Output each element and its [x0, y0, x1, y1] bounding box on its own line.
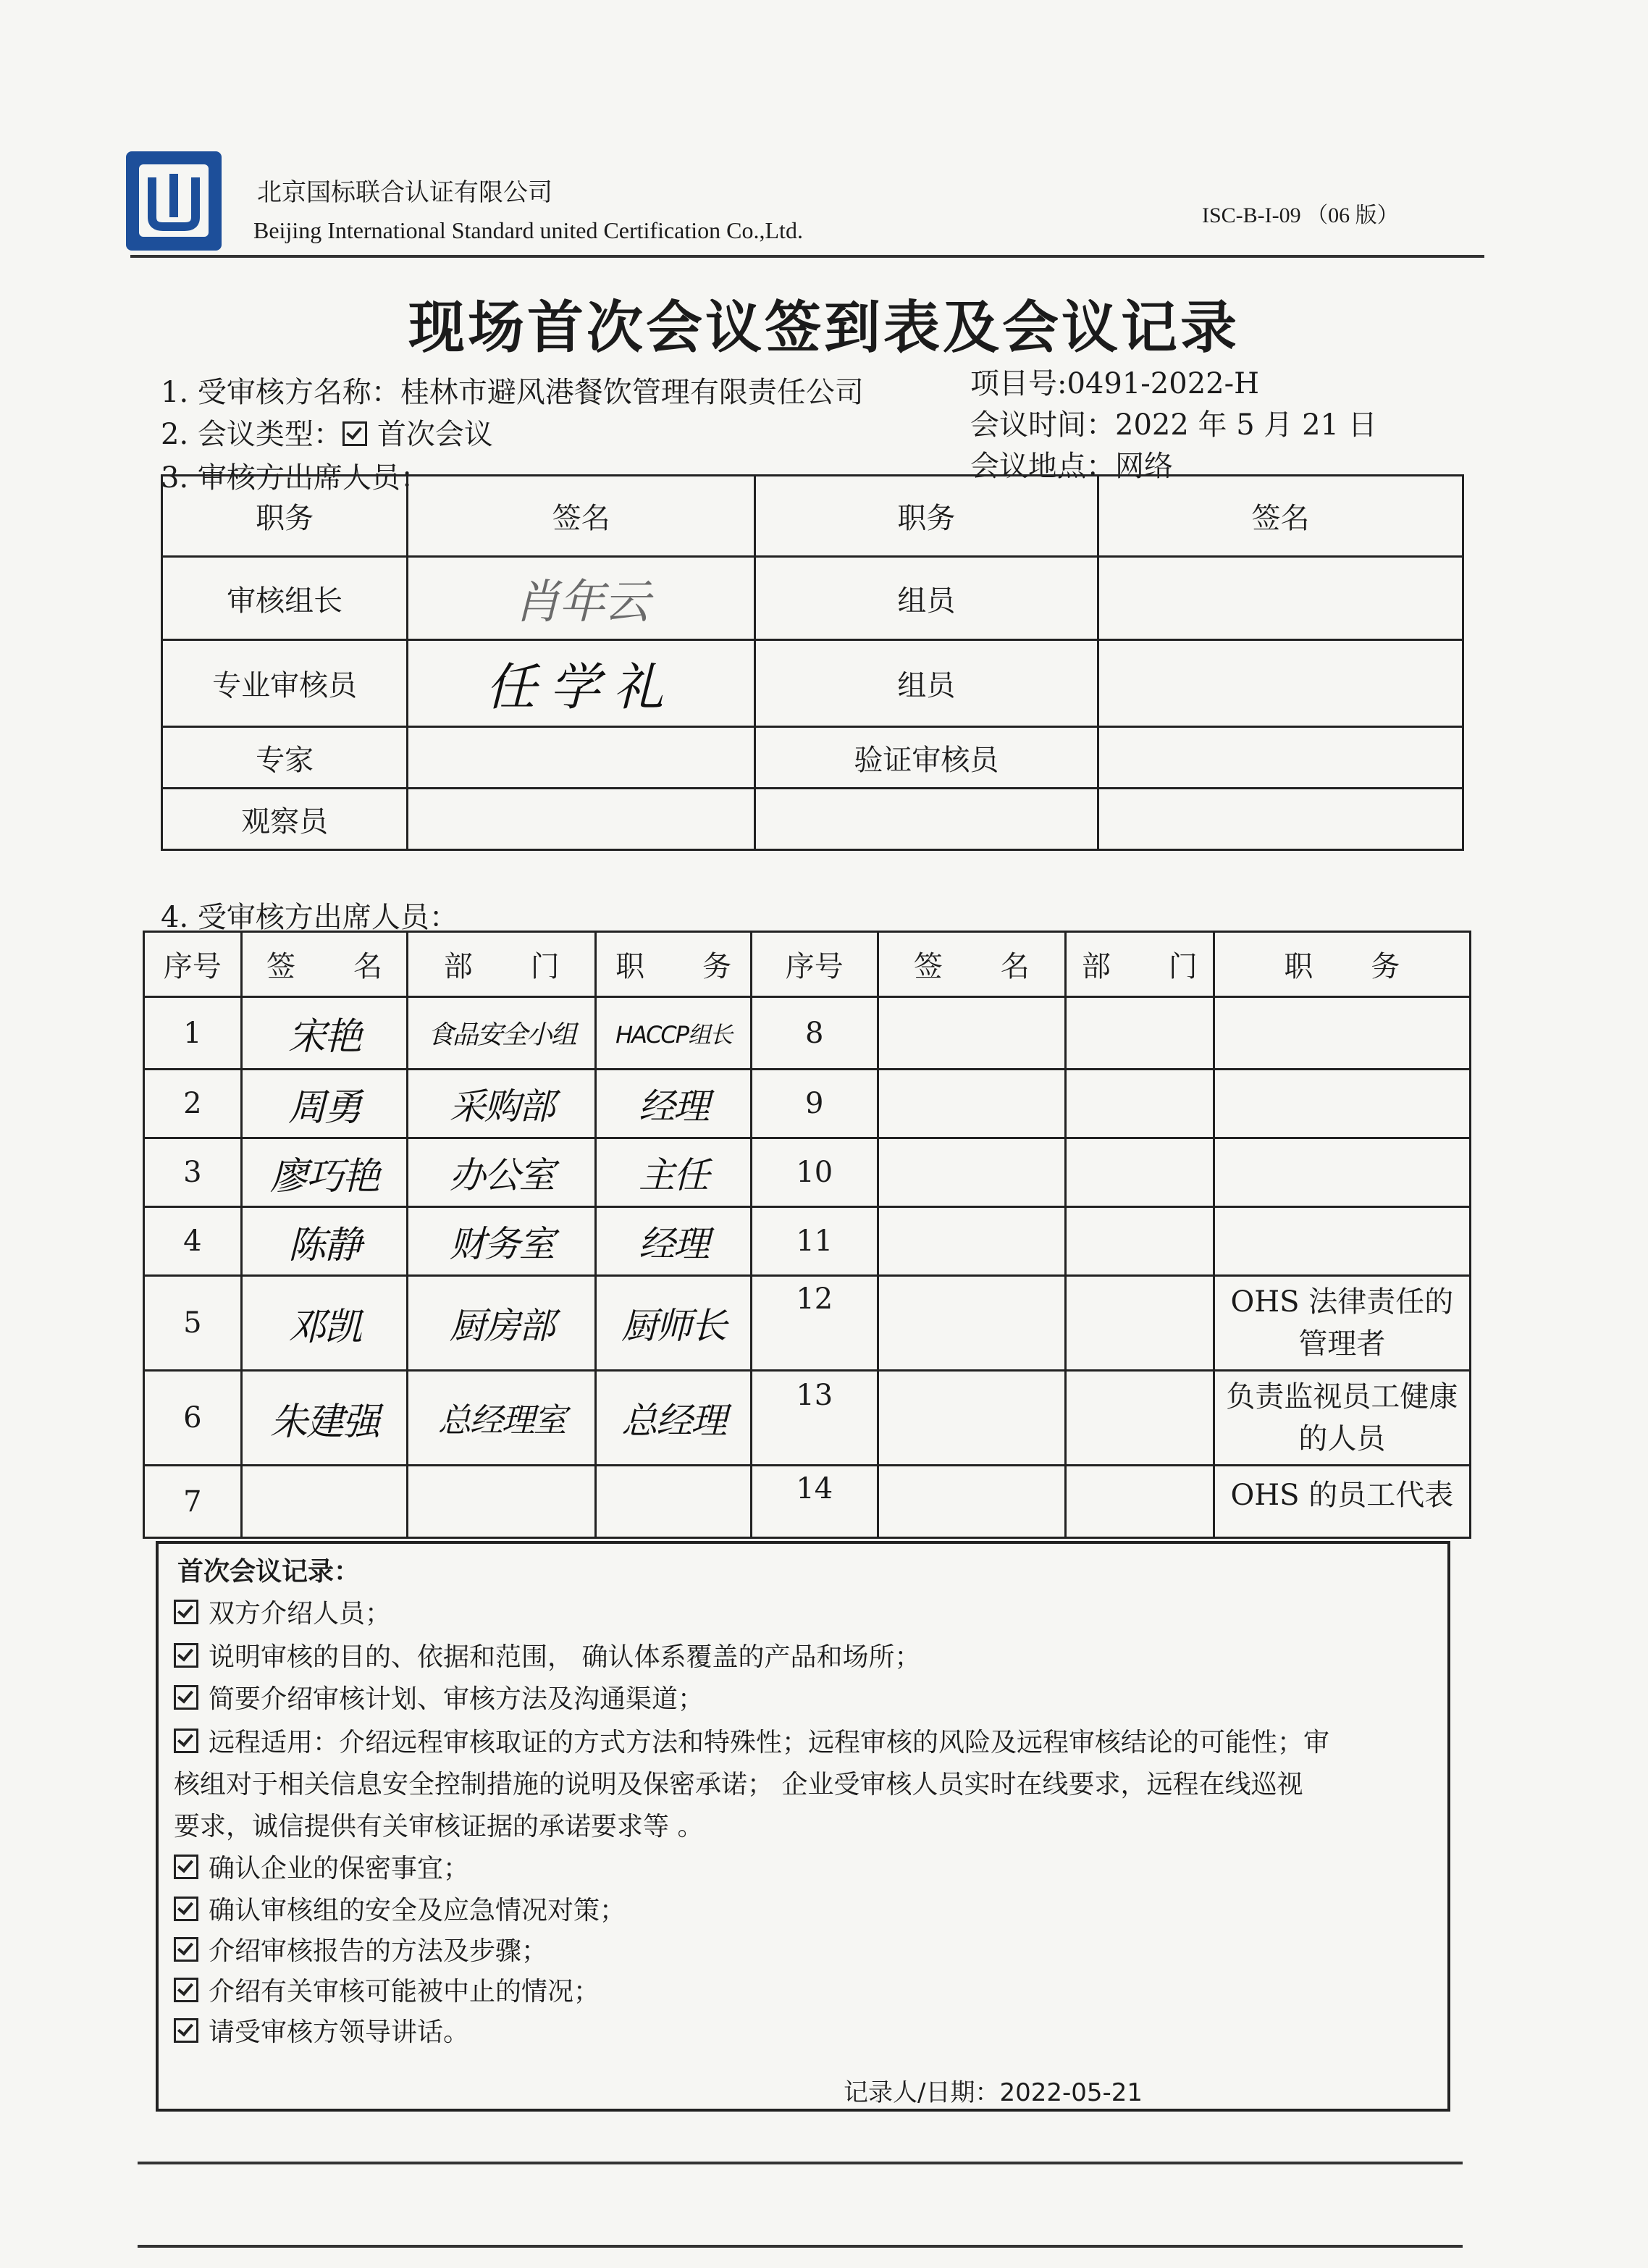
auditee-label: 1. 受审核方名称：	[161, 376, 400, 409]
row-dept	[1066, 1207, 1214, 1276]
row-no: 7	[144, 1466, 242, 1538]
checkbox-checked-icon	[174, 1729, 198, 1753]
auditor-role	[754, 789, 1098, 850]
row-position	[1214, 997, 1470, 1070]
row-dept	[1066, 1276, 1214, 1371]
row-dept: 厨房部	[408, 1276, 596, 1371]
row-signature	[878, 1466, 1066, 1538]
row-position: 经理	[596, 1070, 752, 1138]
table-row	[144, 1466, 1471, 1538]
record-item-text: 介绍有关审核可能被中止的情况；	[209, 1977, 600, 2007]
row-signature: 周勇	[241, 1070, 408, 1138]
row-position: 总经理	[596, 1371, 752, 1466]
row-signature: 邓凯	[241, 1276, 408, 1371]
row-no: 4	[144, 1207, 242, 1276]
auditor-header-sign: 签名	[408, 476, 755, 557]
meeting-type-value: 首次会议	[377, 418, 493, 451]
record-item	[174, 2012, 469, 2049]
record-item	[174, 1931, 547, 1967]
row-no: 9	[752, 1070, 878, 1138]
record-item-text: 确认企业的保密事宜；	[209, 1854, 470, 1883]
auditor-signature	[1098, 557, 1463, 640]
auditor-signature	[408, 789, 755, 850]
record-signer: 记录人/日期：2022-05-21	[844, 2078, 1143, 2107]
meeting-type-line	[161, 411, 493, 453]
record-item-text: 确认审核组的安全及应急情况对策；	[209, 1896, 626, 1925]
record-title: 首次会议记录：	[177, 1557, 361, 1587]
checkbox-checked-icon	[174, 1643, 198, 1668]
table-row	[144, 1207, 1471, 1276]
bottom-divider	[138, 2162, 1463, 2164]
record-item-text: 请受审核方领导讲话。	[209, 2017, 470, 2047]
checkbox-checked-icon	[174, 1600, 198, 1624]
row-dept	[1066, 1138, 1214, 1207]
auditee-header-sign: 签 名	[241, 932, 408, 997]
row-signature: 廖巧艳	[241, 1138, 408, 1207]
auditor-signature: 肖年云	[408, 557, 755, 640]
row-signature	[878, 1207, 1066, 1276]
auditee-header-dept: 部 门	[1066, 932, 1214, 997]
checkbox-checked-icon	[174, 1937, 198, 1962]
auditee-line	[161, 369, 864, 411]
meeting-time-value: 2022 年 5 月 21 日	[1115, 408, 1377, 442]
page-title: 现场首次会议签到表及会议记录	[408, 295, 1240, 361]
form-code: ISC-B-I-09 （06 版）	[1202, 203, 1399, 227]
row-signature	[878, 1276, 1066, 1371]
row-position: OHS 的员工代表	[1214, 1466, 1470, 1538]
row-dept: 办公室	[408, 1138, 596, 1207]
row-no: 8	[752, 997, 878, 1070]
row-signature	[241, 1466, 408, 1538]
auditee-header-no: 序号	[144, 932, 242, 997]
auditor-role: 专家	[162, 727, 408, 789]
row-signature: 宋艳	[241, 997, 408, 1070]
company-name-cn: 北京国标联合认证有限公司	[257, 178, 552, 207]
record-item	[174, 1890, 626, 1927]
row-dept	[1066, 1070, 1214, 1138]
row-position: 厨师长	[596, 1276, 752, 1371]
auditee-header-sign: 签 名	[878, 932, 1066, 997]
row-no: 2	[144, 1070, 242, 1138]
checkbox-checked-icon	[174, 1855, 198, 1879]
table-row	[144, 997, 1471, 1070]
row-signature	[878, 1138, 1066, 1207]
row-signature: 陈静	[241, 1207, 408, 1276]
row-no: 13	[752, 1371, 878, 1466]
row-no: 1	[144, 997, 242, 1070]
project-line	[970, 361, 1259, 402]
record-item-continued: 核组对于相关信息安全控制措施的说明及保密承诺； 企业受审核人员实时在线要求，远程在线巡视	[174, 1770, 1303, 1799]
auditee-header-pos: 职 务	[1214, 932, 1470, 997]
auditee-header-no: 序号	[752, 932, 878, 997]
row-dept	[1066, 997, 1214, 1070]
row-no: 11	[752, 1207, 878, 1276]
auditee-attendees-label: 4. 受审核方出席人员：	[161, 901, 458, 934]
auditor-role: 观察员	[162, 789, 408, 850]
row-dept: 总经理室	[408, 1371, 596, 1466]
row-signature	[878, 1371, 1066, 1466]
row-position	[1214, 1070, 1470, 1138]
row-no: 12	[752, 1276, 878, 1371]
record-item-text: 简要介绍审核计划、审核方法及沟通渠道；	[209, 1684, 705, 1714]
auditor-signature	[1098, 789, 1463, 850]
row-position	[1214, 1138, 1470, 1207]
record-item	[174, 1848, 469, 1885]
auditor-role: 审核组长	[162, 557, 408, 640]
company-logo	[123, 148, 224, 253]
record-item-text: 说明审核的目的、依据和范围， 确认体系覆盖的产品和场所；	[209, 1642, 921, 1672]
table-row	[144, 1276, 1471, 1371]
bottom-divider	[138, 2245, 1463, 2248]
checkbox-checked-icon	[174, 1685, 198, 1710]
record-item-text: 介绍审核报告的方法及步骤；	[209, 1936, 548, 1966]
table-row	[144, 1371, 1471, 1466]
record-item-text: 双方介绍人员；	[209, 1599, 392, 1629]
checkbox-checked-icon	[174, 1978, 198, 2002]
record-item	[174, 1637, 920, 1673]
header-divider	[130, 255, 1484, 258]
checkbox-checked-icon	[174, 2018, 198, 2043]
auditor-header-role: 职务	[754, 476, 1098, 557]
meeting-place-value: 网络	[1115, 450, 1173, 483]
auditor-header-role: 职务	[162, 476, 408, 557]
checkbox-checked-icon	[342, 421, 367, 446]
record-item	[174, 1971, 600, 2008]
row-dept	[408, 1466, 596, 1538]
row-no: 6	[144, 1371, 242, 1466]
row-position	[596, 1466, 752, 1538]
row-position: 主任	[596, 1138, 752, 1207]
row-position: HACCP组长	[596, 997, 752, 1070]
record-item-text: 远程适用：介绍远程审核取证的方式方法和特殊性；远程审核的风险及远程审核结论的可能性；审	[209, 1728, 1330, 1757]
row-position: 经理	[596, 1207, 752, 1276]
auditor-attendees-label: 3. 审核方出席人员：	[161, 461, 429, 495]
auditor-signature	[1098, 640, 1463, 727]
row-signature	[878, 997, 1066, 1070]
row-no: 3	[144, 1138, 242, 1207]
record-item	[174, 1722, 1329, 1759]
row-signature: 朱建强	[241, 1371, 408, 1466]
auditee-table	[143, 931, 1471, 1539]
row-signature	[878, 1070, 1066, 1138]
table-row	[144, 1138, 1471, 1207]
auditor-role: 验证审核员	[754, 727, 1098, 789]
row-no: 5	[144, 1276, 242, 1371]
row-dept: 采购部	[408, 1070, 596, 1138]
row-position	[1214, 1207, 1470, 1276]
table-row	[144, 1070, 1471, 1138]
row-position: OHS 法律责任的管理者	[1214, 1276, 1470, 1371]
meeting-type-label: 2. 会议类型：	[161, 418, 342, 451]
auditee-header-pos: 职 务	[596, 932, 752, 997]
auditor-signature	[408, 727, 755, 789]
auditor-signature	[1098, 727, 1463, 789]
row-position: 负责监视员工健康的人员	[1214, 1371, 1470, 1466]
auditee-value: 桂林市避风港餐饮管理有限责任公司	[400, 376, 864, 409]
auditor-role: 专业审核员	[162, 640, 408, 727]
project-value: 0491-2022-H	[1067, 367, 1259, 400]
auditee-header-dept: 部 门	[408, 932, 596, 997]
record-item	[174, 1593, 391, 1630]
row-no: 10	[752, 1138, 878, 1207]
auditor-role: 组员	[754, 640, 1098, 727]
checkbox-checked-icon	[174, 1897, 198, 1921]
row-dept: 食品安全小组	[408, 997, 596, 1070]
meeting-time-label: 会议时间：	[970, 408, 1115, 442]
row-dept	[1066, 1371, 1214, 1466]
record-item	[174, 1679, 704, 1715]
project-label: 项目号:	[970, 367, 1067, 400]
company-name-en: Beijing International Standard united Certification Co.,Ltd.	[253, 217, 803, 243]
row-dept	[1066, 1466, 1214, 1538]
auditor-role: 组员	[754, 557, 1098, 640]
meeting-place-label: 会议地点：	[970, 450, 1115, 483]
row-no: 14	[752, 1466, 878, 1538]
auditor-table	[161, 474, 1464, 851]
meeting-time-line	[970, 402, 1377, 443]
row-dept: 财务室	[408, 1207, 596, 1276]
record-item-continued: 要求，诚信提供有关审核证据的承诺要求等 。	[174, 1812, 704, 1841]
auditor-header-sign: 签名	[1098, 476, 1463, 557]
auditor-signature: 任学礼	[408, 640, 755, 727]
